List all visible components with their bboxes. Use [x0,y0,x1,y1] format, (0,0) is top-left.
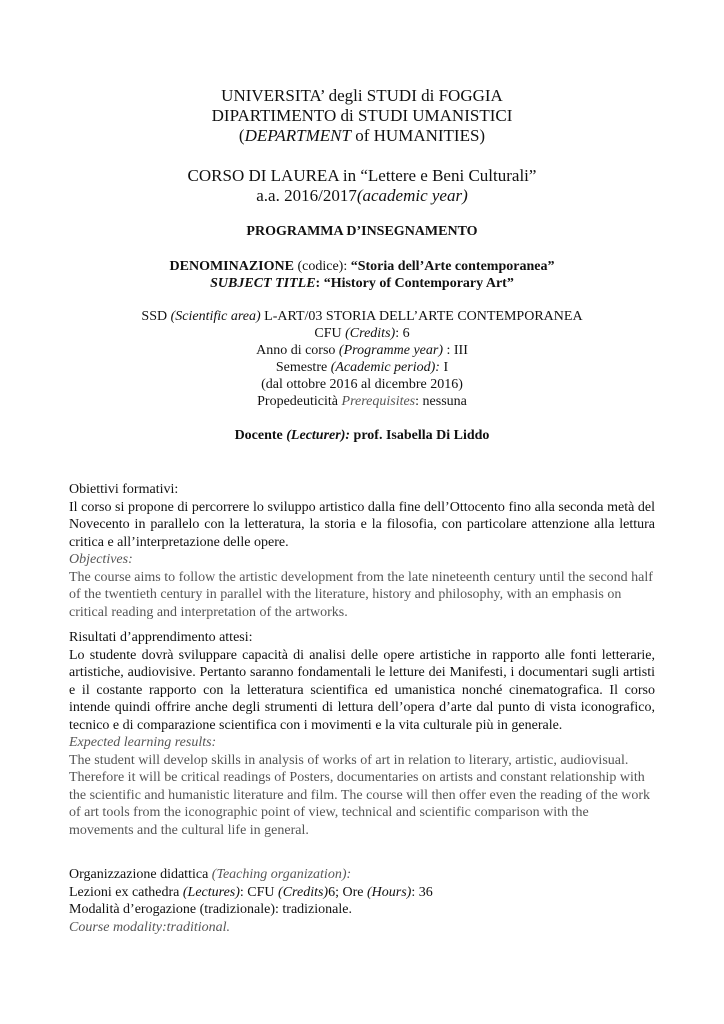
prerequisites-value: : nessuna [415,394,467,409]
programma-title: PROGRAMMA D’INSEGNAMENTO [246,224,478,239]
subject-title-line [0,275,724,292]
docente-line [0,427,724,444]
lezioni-line [69,884,655,902]
ssd-label: SSD [141,309,171,324]
lezioni-cfu-english: (Credits) [278,884,329,900]
ssd-line [0,308,724,325]
organizzazione-heading-english: (Teaching organization): [211,867,352,882]
prerequisites-label: Propedeuticità [257,394,342,409]
course-modality-line: Course modality:traditional. [69,919,230,935]
ssd-value: L-ART/03 STORIA DELL’ARTE CONTEMPORANEA [260,309,583,324]
risultati-text: Lo studente dovrà sviluppare capacità di analisi delle opere artistiche in rapporto alle fonti letterarie, artistiche, audiovisive. Pertanto saranno fondamentali le letture dei Manifesti, i documentari sugli artisti e il costante rapporto con la letteratura scientifica ed umanistica nonché cinematografica. Il corso intende quindi offrire anche degli strumenti di lettura dell’opera d’arte dal punto di vista iconografico, tecnico e di comparazione scientifica con i movimenti e la vita culturale più in generale. [69,647,655,733]
denominazione-label: DENOMINAZIONE [169,259,294,274]
anno-label: Anno di corso [256,343,339,358]
academic-year-english: (academic year) [356,186,468,205]
anno-line [0,342,724,359]
lezioni-ore-value: : 36 [411,884,433,900]
prerequisites-line [0,393,724,410]
objectives-text: The course aims to follow the artistic development from the late nineteenth century until the second half of the twentieth century in parallel with the literature, history and philosophy, with an emphasis on critical reading and interpretation of the artworks. [69,569,653,620]
risultati-heading: Risultati d’apprendimento attesi: [69,630,253,645]
paren-open: ( [238,126,245,145]
cfu-english: (Credits) [345,326,396,341]
anno-english: (Programme year) [338,343,443,358]
lezioni-cfu-value: 6; Ore [328,884,367,900]
paren-close: ) [479,126,486,145]
lezioni-english: (Lectures) [182,884,240,900]
semestre-english: (Academic period): [330,360,440,375]
department-english-rest: of HUMANITIES [350,126,480,145]
cfu-value: : 6 [395,326,410,341]
objectives-heading: Objectives: [69,552,133,567]
cfu-line [0,325,724,342]
organizzazione-heading [69,866,655,884]
denominazione-value: “Storia dell’Arte contemporanea” [350,259,555,274]
lezioni-ore-english: (Hours) [366,884,412,900]
docente-value: prof. Isabella Di Liddo [350,428,490,443]
risultati-section [69,629,655,839]
lezioni-cfu-label: : CFU [239,884,279,900]
obiettivi-section [69,481,655,621]
organizzazione-heading-label: Organizzazione didattica [69,867,212,882]
academic-year-value: a.a. 2016/2017 [256,186,357,205]
subject-title-label: SUBJECT TITLE [210,276,316,291]
cfu-label: CFU [314,326,346,341]
period-line: (dal ottobre 2016 al dicembre 2016) [261,377,463,392]
prerequisites-english: Prerequisites [341,394,416,409]
university-name: UNIVERSITA’ degli STUDI di FOGGIA [221,86,503,105]
modalita-line: Modalità d’erogazione (tradizionale): tradizionale. [69,902,352,917]
subject-title-value: : “History of Contemporary Art” [315,276,514,291]
semestre-line [0,359,724,376]
department-name: DIPARTIMENTO di STUDI UMANISTICI [211,106,513,125]
expected-results-heading: Expected learning results: [69,735,217,750]
semestre-value: I [439,360,449,375]
academic-year [0,186,724,206]
degree-course: CORSO DI LAUREA in “Lettere e Beni Culturali” [187,166,537,185]
docente-english: (Lecturer): [286,428,351,443]
department-english-italic: DEPARTMENT [244,126,351,145]
denominazione-codice: (codice): [293,259,351,274]
department-english [0,126,724,146]
anno-value: : III [443,343,468,358]
obiettivi-heading: Obiettivi formativi: [69,482,179,497]
denominazione-line [0,258,724,275]
organizzazione-section [69,866,655,936]
expected-results-text: The student will develop skills in analysis of works of art in relation to literary, artistic, audiovisual. Therefore it will be critical readings of Posters, documentaries on artists and constant relationship with the scientific and humanistic literature and film. The course will then offer even the reading of the work of art tools from the iconographic point of view, technical and scientific comparison with the movements and the cultural life in general. [69,752,651,838]
obiettivi-text: Il corso si propone di percorrere lo sviluppo artistico dalla fine dell’Ottocento fino alla seconda metà del Novecento in parallelo con la letteratura, la storia e la filosofia, con particolare attenzione alla lettura critica e all’interpretazione delle opere. [69,499,655,550]
docente-label: Docente [234,428,287,443]
lezioni-label: Lezioni ex cathedra [69,884,183,900]
semestre-label: Semestre [275,360,331,375]
ssd-english: (Scientific area) [170,309,261,324]
